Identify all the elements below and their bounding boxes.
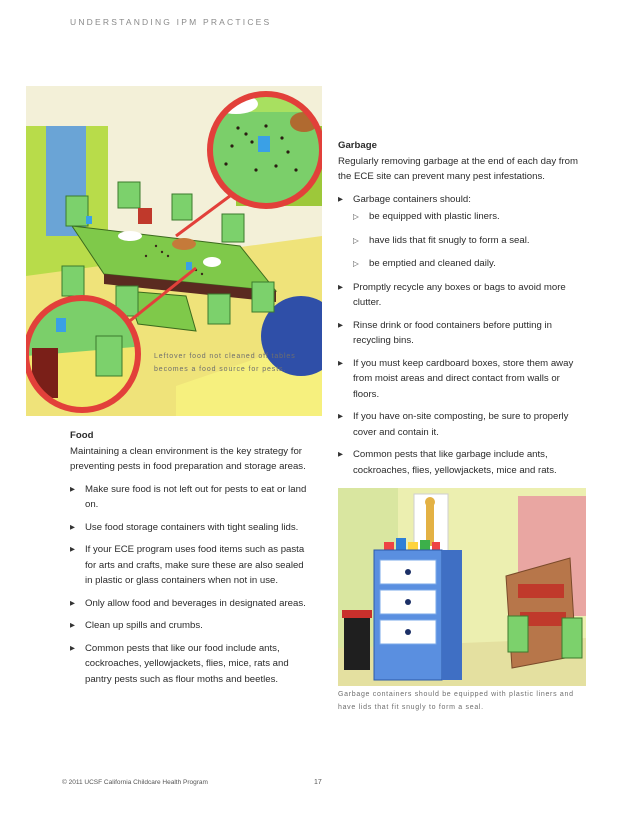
food-list-item: ▶ Clean up spills and crumbs. [70,618,310,634]
garbage-containers-heading: Garbage containers should: [353,193,471,205]
food-list-item: ▶ Common pests that like our food include ants, cockroaches, yellowjackets, flies, mice, rats and pantry pests such as flour moths and beetles. [70,641,310,688]
garbage-room-caption: Garbage containers should be equipped with plastic liners and have lids that fit snugly to form a seal. [338,691,574,711]
footer-copyright: © 2011 UCSF California Childcare Health Program [62,779,208,786]
garbage-list-item: ▶ Rinse drink or food containers before putting in recycling bins. [338,318,578,349]
garbage-intro: Regularly removing garbage at the end of each day from the ECE site can prevent many pest infestations. [338,155,578,182]
garbage-list-item: ▶ Common pests that like garbage include ants, cockroaches, flies, yellowjackets, mice and rats. [338,447,578,478]
food-list-item: ▶ Only allow food and beverages in designated areas. [70,596,310,612]
garbage-subitem: ▷ have lids that fit snugly to form a seal. [353,233,578,249]
food-list-item: ▶ If your ECE program uses food items such as pasta for arts and crafts, make sure these are also sealed in plastic or glass containers when not in use. [70,542,310,589]
food-list-item: ▶ Use food storage containers with tight sealing lids. [70,520,310,536]
food-intro: Maintaining a clean environment is the key strategy for preventing pests in food preparation and storage areas. [70,445,306,472]
garbage-containers-sublist [353,209,578,272]
garbage-list-item: ▶ If you have on-site composting, be sure to properly cover and contain it. [338,409,578,440]
garbage-containers-item [338,192,578,272]
page-number: 17 [314,779,322,786]
garbage-list-item: ▶ Promptly recycle any boxes or bags to avoid more clutter. [338,280,578,311]
garbage-subitem: ▷ be emptied and cleaned daily. [353,256,578,272]
garbage-room-illustration [338,488,586,686]
food-list [70,482,310,688]
garbage-heading: Garbage [338,140,377,151]
food-heading: Food [70,430,94,441]
food-list-item: ▶ Make sure food is not left out for pests to eat or land on. [70,482,310,513]
running-header: UNDERSTANDING IPM PRACTICES [70,17,272,27]
classroom-caption: Leftover food not cleaned off tables becomes a food source for pests. [154,353,296,373]
food-section [70,428,310,694]
garbage-list [338,192,578,479]
garbage-section [338,138,578,485]
garbage-list-item: ▶ If you must keep cardboard boxes, store them away from moist areas and direct contact from walls or floors. [338,356,578,403]
garbage-subitem: ▷ be equipped with plastic liners. [353,209,578,225]
